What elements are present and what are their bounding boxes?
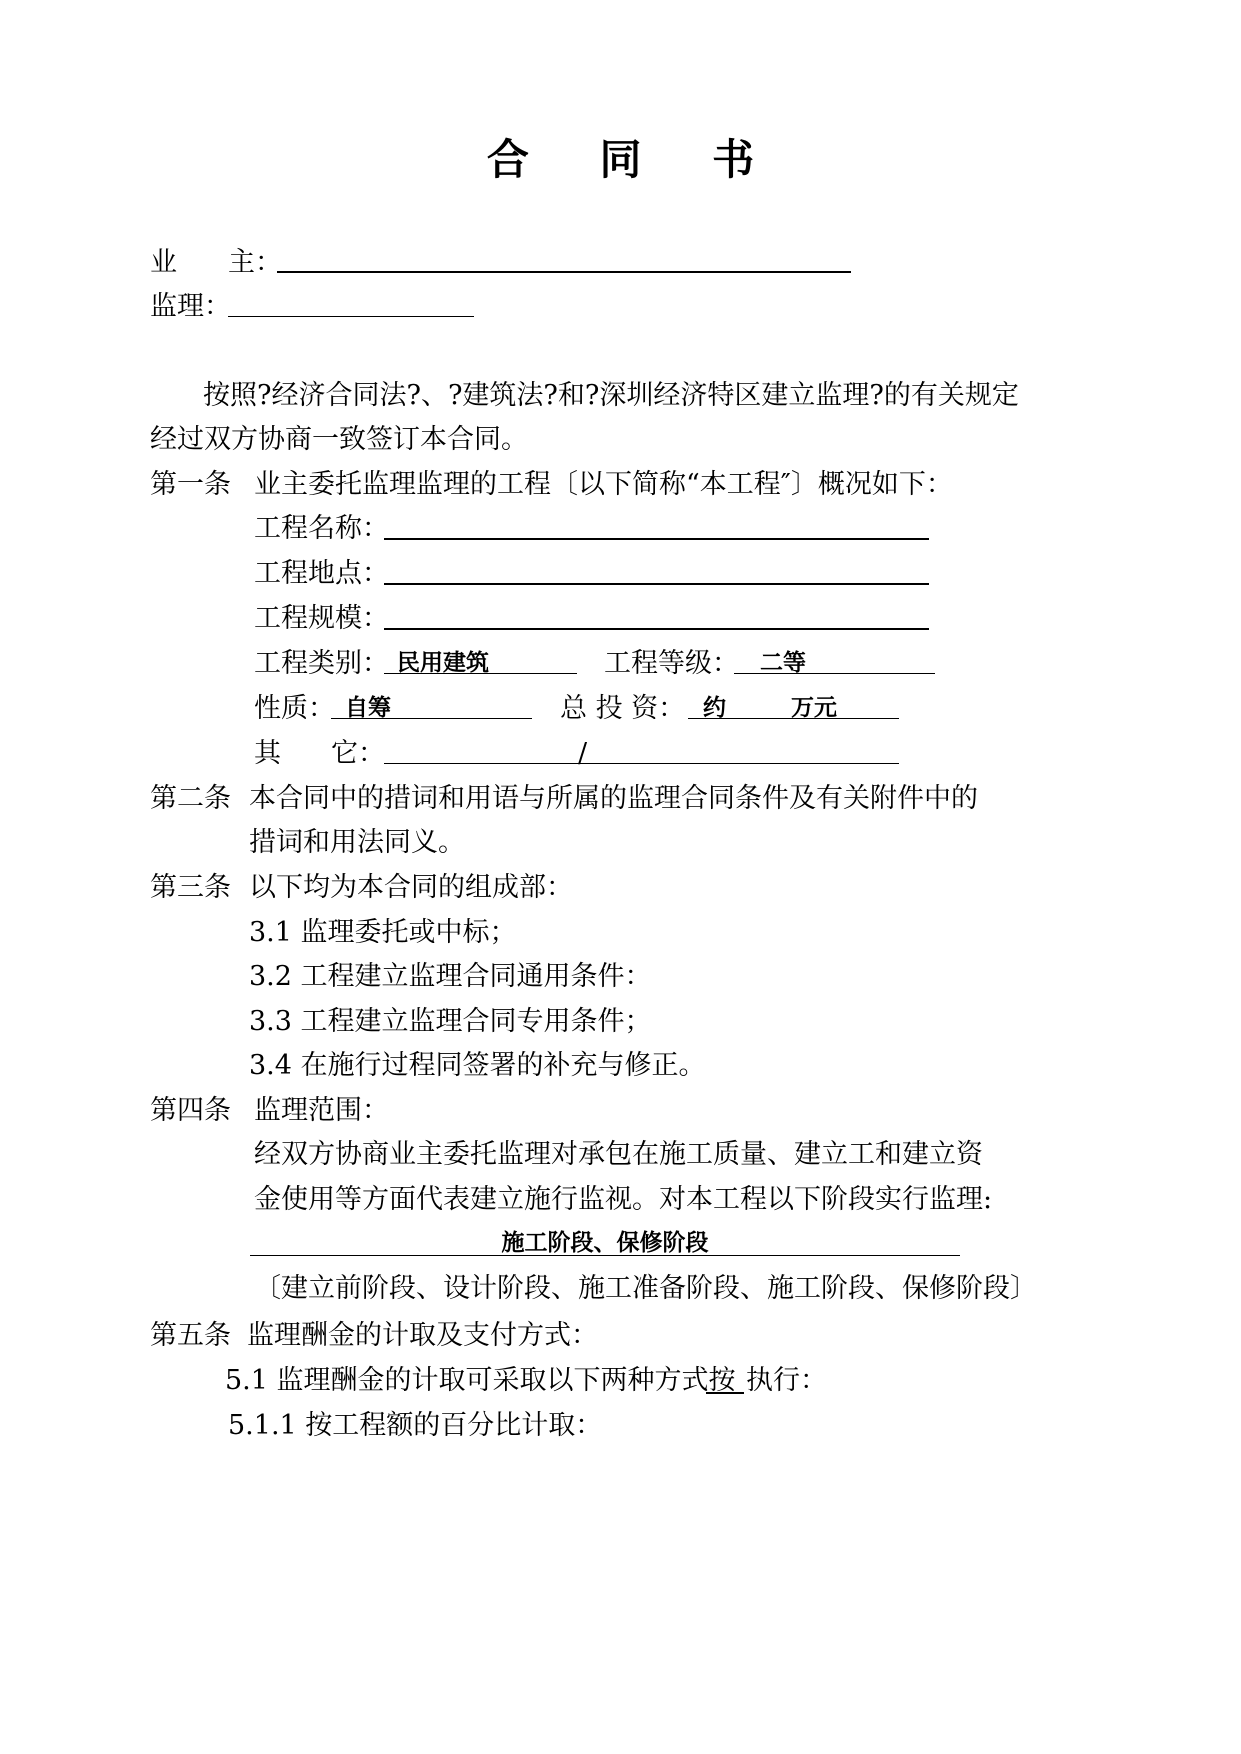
owner-fill-line: [277, 271, 851, 273]
project-location-label: 工程地点：: [254, 558, 389, 589]
owner-label-b: 主：: [228, 247, 282, 278]
article2-line-2: 措词和用法同义。: [249, 827, 465, 858]
selected-stages-value: 施工阶段、保修阶段: [501, 1230, 709, 1256]
nature-fill-line: [331, 718, 532, 719]
stage-options: 〔建立前阶段、设计阶段、施工准备阶段、施工阶段、保修阶段〕: [254, 1273, 1037, 1304]
article3-item: 3.2 工程建立监理合同通用条件：: [249, 961, 652, 992]
nature-label: 性质：: [254, 693, 335, 724]
other-label-b: 它：: [331, 738, 385, 769]
project-scale-label: 工程规模：: [254, 603, 389, 634]
article4-line-2: 金使用等方面代表建立施行监视。对本工程以下阶段实行监理:: [254, 1184, 993, 1215]
article3-item: 3.3 工程建立监理合同专用条件；: [249, 1006, 652, 1037]
article5-item-1b: 执行：: [746, 1365, 827, 1396]
other-fill-line: [384, 763, 899, 764]
page-title: 合 同 书: [486, 135, 783, 184]
article4-text: 监理范围：: [254, 1095, 389, 1126]
investment-fill-line: [688, 718, 899, 719]
selected-stages-fill-line: [250, 1255, 960, 1256]
article1-text: 业主委托监理监理的工程〔以下简称“本工程″〕概况如下：: [254, 469, 953, 500]
project-scale-fill-line: [384, 628, 929, 630]
other-value: /: [578, 738, 588, 769]
method-fill-line: [706, 1392, 744, 1394]
investment-label: 总 投 资：: [560, 693, 686, 724]
investment-value-b: 万元: [791, 695, 837, 721]
article5-text: 监理酬金的计取及支付方式：: [247, 1320, 598, 1351]
supervisor-label: 监理：: [150, 291, 231, 322]
other-label-a: 其: [254, 738, 281, 769]
project-type-fill-line: [384, 673, 577, 674]
nature-value: 自筹: [345, 695, 391, 721]
investment-value-a: 约: [703, 695, 726, 721]
project-type-label: 工程类别：: [254, 648, 389, 679]
article5-heading: 第五条: [150, 1320, 231, 1351]
supervisor-fill-line: [228, 316, 474, 317]
article4-line-1: 经双方协商业主委托监理对承包在施工质量、建立工和建立资: [254, 1139, 983, 1170]
article3-item: 3.4 在施行过程同签署的补充与修正。: [249, 1050, 706, 1081]
project-grade-fill-line: [734, 673, 935, 674]
project-location-fill-line: [384, 583, 929, 585]
article2-heading: 第二条: [150, 783, 231, 814]
project-grade-value: 二等: [760, 650, 806, 676]
project-grade-label: 工程等级：: [604, 648, 739, 679]
project-type-value: 民用建筑: [397, 650, 489, 676]
intro-line-1: 按照?经济合同法?、?建筑法?和?深圳经济特区建立监理?的有关规定: [203, 380, 1019, 411]
project-name-fill-line: [384, 538, 929, 540]
article3-text: 以下均为本合同的组成部：: [249, 872, 573, 903]
article5-item-2: 5.1.1 按工程额的百分比计取：: [228, 1410, 603, 1441]
article1-heading: 第一条: [150, 469, 231, 500]
project-name-label: 工程名称：: [254, 513, 389, 544]
article4-heading: 第四条: [150, 1095, 231, 1126]
intro-line-2: 经过双方协商一致签订本合同。: [150, 424, 528, 455]
article3-heading: 第三条: [150, 872, 231, 903]
article3-item: 3.1 监理委托或中标；: [249, 917, 517, 948]
owner-label-a: 业: [150, 247, 177, 278]
article2-line-1: 本合同中的措词和用语与所属的监理合同条件及有关附件中的: [249, 783, 978, 814]
article5-item-1a: 5.1 监理酬金的计取可采取以下两种方式按: [225, 1365, 736, 1396]
